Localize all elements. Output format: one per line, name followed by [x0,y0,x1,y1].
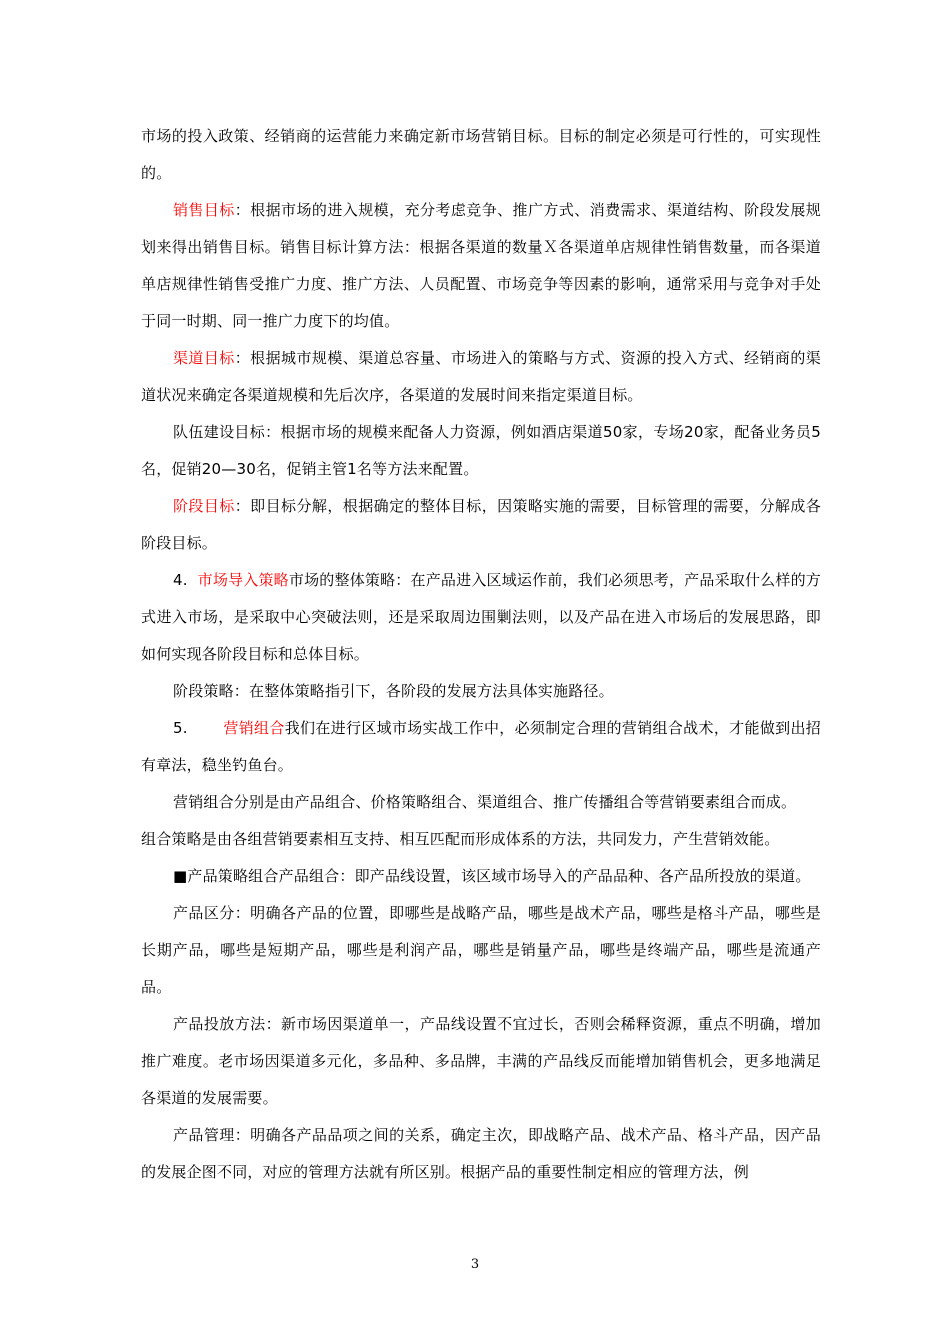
paragraph-channel-target [141,340,821,414]
stage-target-heading: 阶段目标 [173,497,235,515]
paragraph-text: 产品投放方法：新市场因渠道单一，产品线设置不宜过长，否则会稀释资源，重点不明确，增加推广难度。老市场因渠道多元化，多品种、多品牌，丰满的产品线反而能增加销售机会，更多地满足各渠道的发展需要。 [141,1015,821,1107]
page-number: 3 [470,1257,480,1272]
page-body [141,118,821,1191]
paragraph-text: 市场的投入政策、经销商的运营能力来确定新市场营销目标。目标的制定必须是可行性的，可实现性的。 [141,127,821,182]
channel-target-heading: 渠道目标 [173,349,235,367]
paragraph-text: ：根据市场的进入规模，充分考虑竞争、推广方式、消费需求、渠道结构、阶段发展规划来得出销售目标。销售目标计算方法：根据各渠道的数量Ｘ各渠道单店规律性销售数量，而各渠道单店规律性销售受推广力度、推广方法、人员配置、市场竞争等因素的影响，通常采用与竞争对手处于同一时期、同一推广力度下的均值。 [141,201,821,330]
paragraph-text: ：即目标分解，根据确定的整体目标，因策略实施的需要，目标管理的需要，分解成各阶段目标。 [141,497,821,552]
paragraph-text: ：根据城市规模、渠道总容量、市场进入的策略与方式、资源的投入方式、经销商的渠道状况来确定各渠道规模和先后次序，各渠道的发展时间来指定渠道目标。 [141,349,821,404]
paragraph-mix-composition [141,784,821,821]
paragraph-sales-target [141,192,821,340]
paragraph-stage-target [141,488,821,562]
market-entry-strategy-heading: 市场导入策略 [197,571,289,589]
paragraph-product-management [141,1117,821,1191]
paragraph-marketing-mix [141,710,821,784]
paragraph-product-distinction [141,895,821,1006]
paragraph-text: 我们在进行区域市场实战工作中，必须制定合理的营销组合战术，才能做到出招有章法，稳坐钓鱼台。 [141,719,821,774]
paragraph-market-entry-strategy [141,562,821,673]
paragraph-team-target [141,414,821,488]
paragraph-market-investment [141,118,821,192]
paragraph-text: 营销组合分别是由产品组合、价格策略组合、渠道组合、推广传播组合等营销要素组合而成。 [173,793,797,811]
paragraph-product-placement [141,1006,821,1117]
paragraph-text: 组合策略是由各组营销要素相互支持、相互匹配而形成体系的方法，共同发力，产生营销效能。 [141,830,780,848]
paragraph-text: 市场的整体策略：在产品进入区域运作前，我们必须思考，产品采取什么样的方式进入市场，是采取中心突破法则，还是采取周边围剿法则，以及产品在进入市场后的发展思路，即如何实现各阶段目标和总体目标。 [141,571,821,663]
paragraph-stage-strategy [141,673,821,710]
paragraph-product-strategy [141,858,821,895]
paragraph-text: ■产品策略组合产品组合：即产品线设置，该区域市场导入的产品品种、各产品所投放的渠道。 [173,867,811,885]
paragraph-text: 产品管理：明确各产品品项之间的关系，确定主次，即战略产品、战术产品、格斗产品，因产品的发展企图不同，对应的管理方法就有所区别。根据产品的重要性制定相应的管理方法，例 [141,1126,821,1181]
section-number: 5. [173,719,188,737]
paragraph-text: 队伍建设目标：根据市场的规模来配备人力资源，例如酒店渠道50家，专场20家，配备业务员5名，促销20—30名，促销主管1名等方法来配置。 [141,423,821,478]
section-number: 4. [173,571,188,589]
paragraph-mix-strategy [141,821,821,858]
marketing-mix-heading: 营销组合 [223,719,285,737]
paragraph-text: 产品区分：明确各产品的位置，即哪些是战略产品，哪些是战术产品，哪些是格斗产品，哪些是长期产品，哪些是短期产品，哪些是利润产品，哪些是销量产品，哪些是终端产品，哪些是流通产品。 [141,904,821,996]
sales-target-heading: 销售目标 [173,201,235,219]
paragraph-text: 阶段策略：在整体策略指引下，各阶段的发展方法具体实施路径。 [173,682,614,700]
